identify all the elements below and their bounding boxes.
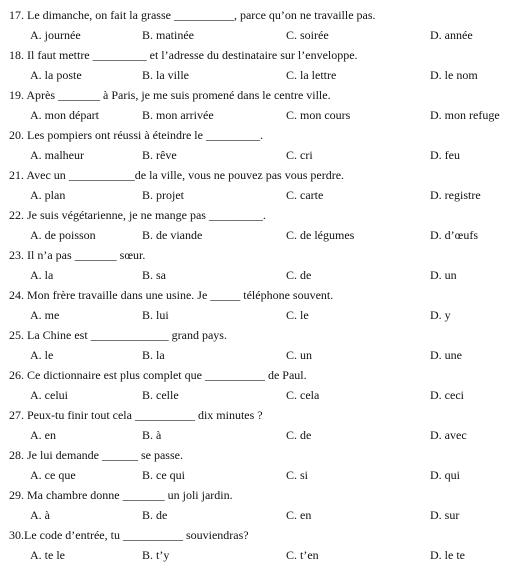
option-d: D. qui: [430, 468, 460, 482]
option-d: D. une: [430, 348, 462, 362]
options-row: [0, 465, 514, 485]
question-stem: 18. Il faut mettre _________ et l’adresse du destinataire sur l’enveloppe.: [9, 48, 358, 62]
option-a: A. le: [30, 348, 54, 362]
options-row: [0, 425, 514, 445]
option-a: A. te le: [30, 548, 65, 562]
option-b: B. sa: [142, 268, 166, 282]
option-b: B. mon arrivée: [142, 108, 214, 122]
option-a: A. me: [30, 308, 60, 322]
question-stem: 24. Mon frère travaille dans une usine. Je _____ téléphone souvent.: [9, 288, 334, 302]
option-d: D. un: [430, 268, 457, 282]
option-c: C. carte: [286, 188, 324, 202]
option-d: D. le nom: [430, 68, 478, 82]
question-stem: 25. La Chine est _____________ grand pays.: [9, 328, 227, 342]
option-a: A. en: [30, 428, 56, 442]
question-stem: 23. Il n’a pas _______ sœur.: [9, 248, 146, 262]
options-row: [0, 145, 514, 165]
option-b: B. à: [142, 428, 162, 442]
option-b: B. ce qui: [142, 468, 185, 482]
question-stem: 29. Ma chambre donne _______ un joli jardin.: [9, 488, 233, 502]
option-d: D. registre: [430, 188, 481, 202]
option-d: D. avec: [430, 428, 467, 442]
option-d: D. le te: [430, 548, 465, 562]
option-b: B. rêve: [142, 148, 177, 162]
option-a: A. à: [30, 508, 50, 522]
option-b: B. matinée: [142, 28, 194, 42]
question-23: [0, 245, 514, 285]
options-row: [0, 265, 514, 285]
option-b: B. la ville: [142, 68, 189, 82]
option-d: D. sur: [430, 508, 460, 522]
option-b: B. celle: [142, 388, 179, 402]
question-19: [0, 85, 514, 125]
question-26: [0, 365, 514, 405]
question-25: [0, 325, 514, 365]
option-c: C. cri: [286, 148, 313, 162]
option-d: D. y: [430, 308, 451, 322]
option-a: A. ce que: [30, 468, 76, 482]
options-row: [0, 65, 514, 85]
option-c: C. la lettre: [286, 68, 337, 82]
options-row: [0, 225, 514, 245]
options-row: [0, 505, 514, 525]
option-b: B. t’y: [142, 548, 170, 562]
question-29: [0, 485, 514, 525]
options-row: [0, 345, 514, 365]
option-c: C. mon cours: [286, 108, 351, 122]
question-stem: 22. Je suis végétarienne, je ne mange pas _________.: [9, 208, 266, 222]
option-c: C. t’en: [286, 548, 319, 562]
options-row: [0, 105, 514, 125]
option-a: A. de poisson: [30, 228, 96, 242]
options-row: [0, 25, 514, 45]
option-d: D. mon refuge: [430, 108, 500, 122]
option-c: C. en: [286, 508, 312, 522]
question-stem: 17. Le dimanche, on fait la grasse __________, parce qu’on ne travaille pas.: [9, 8, 376, 22]
option-b: B. projet: [142, 188, 184, 202]
option-d: D. ceci: [430, 388, 464, 402]
option-b: B. la: [142, 348, 165, 362]
option-c: C. un: [286, 348, 313, 362]
question-stem: 26. Ce dictionnaire est plus complet que __________ de Paul.: [9, 368, 307, 382]
option-a: A. malheur: [30, 148, 84, 162]
option-b: B. de: [142, 508, 168, 522]
question-28: [0, 445, 514, 485]
question-24: [0, 285, 514, 325]
option-c: C. si: [286, 468, 309, 482]
option-a: A. mon départ: [30, 108, 99, 122]
question-21: [0, 165, 514, 205]
option-b: B. de viande: [142, 228, 203, 242]
option-c: C. de légumes: [286, 228, 355, 242]
option-a: A. journée: [30, 28, 81, 42]
question-18: [0, 45, 514, 85]
question-27: [0, 405, 514, 445]
option-c: C. le: [286, 308, 309, 322]
question-stem: 30.Le code d’entrée, tu __________ souviendras?: [9, 528, 249, 542]
question-22: [0, 205, 514, 245]
question-stem: 19. Après _______ à Paris, je me suis promené dans le centre ville.: [9, 88, 331, 102]
options-row: [0, 305, 514, 325]
option-a: A. plan: [30, 188, 66, 202]
option-a: A. celui: [30, 388, 68, 402]
question-30: [0, 525, 514, 565]
question-stem: 28. Je lui demande ______ se passe.: [9, 448, 183, 462]
options-row: [0, 545, 514, 565]
option-d: D. d’œufs: [430, 228, 478, 242]
option-c: C. de: [286, 428, 312, 442]
question-stem: 27. Peux-tu finir tout cela __________ dix minutes ?: [9, 408, 263, 422]
option-b: B. lui: [142, 308, 169, 322]
option-c: C. cela: [286, 388, 320, 402]
option-d: D. feu: [430, 148, 460, 162]
question-17: [0, 5, 514, 45]
question-stem: 20. Les pompiers ont réussi à éteindre le _________.: [9, 128, 263, 142]
question-20: [0, 125, 514, 165]
options-row: [0, 385, 514, 405]
options-row: [0, 185, 514, 205]
option-d: D. année: [430, 28, 473, 42]
option-c: C. de: [286, 268, 312, 282]
option-c: C. soirée: [286, 28, 329, 42]
option-a: A. la: [30, 268, 54, 282]
option-a: A. la poste: [30, 68, 82, 82]
question-stem: 21. Avec un ___________de la ville, vous ne pouvez pas vous perdre.: [9, 168, 345, 182]
